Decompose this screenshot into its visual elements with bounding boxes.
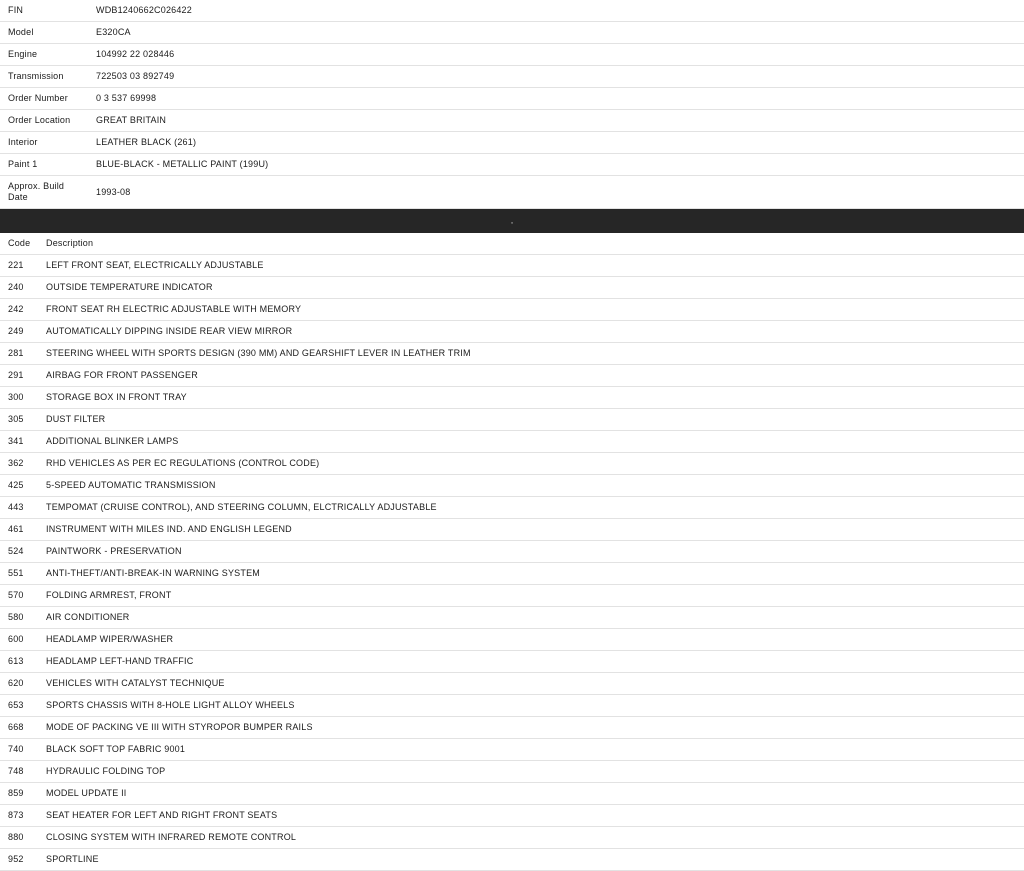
option-codes-table [0,233,1024,871]
option-code: 748 [8,766,24,776]
option-code: 580 [8,612,24,622]
option-description: RHD VEHICLES AS PER EC REGULATIONS (CONTROL CODE) [46,458,320,468]
option-code: 613 [8,656,24,666]
table-row [0,739,1024,761]
info-row [0,110,1024,132]
option-description: STEERING WHEEL WITH SPORTS DESIGN (390 MM) AND GEARSHIFT LEVER IN LEATHER TRIM [46,348,471,358]
option-description: CLOSING SYSTEM WITH INFRARED REMOTE CONTROL [46,832,297,842]
option-code: 362 [8,458,24,468]
option-code: 653 [8,700,24,710]
table-row [0,519,1024,541]
option-description: SEAT HEATER FOR LEFT AND RIGHT FRONT SEATS [46,810,278,820]
info-row-label: Order Number [8,93,68,103]
option-code: 570 [8,590,24,600]
option-code: 551 [8,568,24,578]
table-row [0,497,1024,519]
info-row-label: Interior [8,137,38,147]
option-codes-header [0,233,1024,255]
info-row [0,0,1024,22]
table-row [0,827,1024,849]
info-row-value: LEATHER BLACK (261) [96,137,197,147]
option-code: 873 [8,810,24,820]
vehicle-info-table [0,0,1024,209]
table-row [0,805,1024,827]
option-code: 740 [8,744,24,754]
info-row-value: 104992 22 028446 [96,49,175,59]
table-row [0,277,1024,299]
table-row [0,849,1024,871]
info-row [0,132,1024,154]
column-header-code: Code [8,238,31,248]
option-code: 461 [8,524,24,534]
option-description: PAINTWORK - PRESERVATION [46,546,182,556]
table-row [0,651,1024,673]
option-code: 249 [8,326,24,336]
table-row [0,299,1024,321]
option-description: HYDRAULIC FOLDING TOP [46,766,166,776]
table-row [0,255,1024,277]
option-description: STORAGE BOX IN FRONT TRAY [46,392,187,402]
option-description: ANTI-THEFT/ANTI-BREAK-IN WARNING SYSTEM [46,568,260,578]
table-row [0,761,1024,783]
info-row-value: WDB1240662C026422 [96,5,192,15]
option-code: 300 [8,392,24,402]
option-description: SPORTS CHASSIS WITH 8-HOLE LIGHT ALLOY WHEELS [46,700,295,710]
option-description: HEADLAMP WIPER/WASHER [46,634,174,644]
option-description: TEMPOMAT (CRUISE CONTROL), AND STEERING COLUMN, ELCTRICALLY ADJUSTABLE [46,502,437,512]
info-row [0,44,1024,66]
divider-dot-label: . [510,214,514,227]
option-description: BLACK SOFT TOP FABRIC 9001 [46,744,186,754]
option-description: MODE OF PACKING VE III WITH STYROPOR BUMPER RAILS [46,722,313,732]
option-code: 240 [8,282,24,292]
option-codes-body [0,255,1024,871]
table-row [0,343,1024,365]
option-description: 5-SPEED AUTOMATIC TRANSMISSION [46,480,216,490]
option-code: 443 [8,502,24,512]
option-code: 600 [8,634,24,644]
info-row-value: GREAT BRITAIN [96,115,167,125]
info-row-label: Paint 1 [8,159,38,169]
option-code: 524 [8,546,24,556]
option-description: LEFT FRONT SEAT, ELECTRICALLY ADJUSTABLE [46,260,264,270]
option-description: VEHICLES WITH CATALYST TECHNIQUE [46,678,225,688]
info-row-value: BLUE-BLACK - METALLIC PAINT (199U) [96,159,269,169]
table-row [0,409,1024,431]
info-row-label: FIN [8,5,24,15]
table-row [0,541,1024,563]
info-row-label: Engine [8,49,38,59]
table-row [0,629,1024,651]
table-row [0,453,1024,475]
option-description: AUTOMATICALLY DIPPING INSIDE REAR VIEW MIRROR [46,326,293,336]
table-row [0,585,1024,607]
info-row [0,88,1024,110]
option-description: ADDITIONAL BLINKER LAMPS [46,436,179,446]
table-row [0,563,1024,585]
option-code: 221 [8,260,24,270]
info-row-label: Transmission [8,71,64,81]
info-row-label: Model [8,27,34,37]
table-header-row [0,233,1024,255]
table-row [0,783,1024,805]
option-code: 305 [8,414,24,424]
info-row-value: E320CA [96,27,131,37]
option-description: FRONT SEAT RH ELECTRIC ADJUSTABLE WITH MEMORY [46,304,302,314]
table-row [0,607,1024,629]
info-row [0,176,1024,209]
option-description: HEADLAMP LEFT-HAND TRAFFIC [46,656,194,666]
info-row-value: 1993-08 [96,186,131,197]
option-code: 952 [8,854,24,864]
table-row [0,717,1024,739]
option-description: INSTRUMENT WITH MILES IND. AND ENGLISH LEGEND [46,524,292,534]
option-description: DUST FILTER [46,414,106,424]
table-row [0,431,1024,453]
option-code: 281 [8,348,24,358]
option-code: 341 [8,436,24,446]
table-row [0,387,1024,409]
info-row [0,22,1024,44]
table-row [0,365,1024,387]
option-code: 668 [8,722,24,732]
option-code: 291 [8,370,24,380]
info-row-value: 0 3 537 69998 [96,93,157,103]
table-row [0,321,1024,343]
option-description: AIR CONDITIONER [46,612,130,622]
table-row [0,673,1024,695]
option-code: 425 [8,480,24,490]
table-row [0,475,1024,497]
option-code: 880 [8,832,24,842]
option-description: SPORTLINE [46,854,99,864]
option-description: MODEL UPDATE II [46,788,127,798]
option-description: OUTSIDE TEMPERATURE INDICATOR [46,282,213,292]
option-code: 242 [8,304,24,314]
option-description: FOLDING ARMREST, FRONT [46,590,172,600]
column-header-description: Description [46,238,94,248]
info-row [0,154,1024,176]
info-row-label: Approx. Build Date [8,181,65,202]
info-row-label: Order Location [8,115,71,125]
option-code: 859 [8,788,24,798]
info-row-value: 722503 03 892749 [96,71,175,81]
info-row [0,66,1024,88]
option-description: AIRBAG FOR FRONT PASSENGER [46,370,198,380]
table-row [0,695,1024,717]
vehicle-info-body [0,0,1024,209]
section-divider-band [0,209,1024,233]
option-code: 620 [8,678,24,688]
